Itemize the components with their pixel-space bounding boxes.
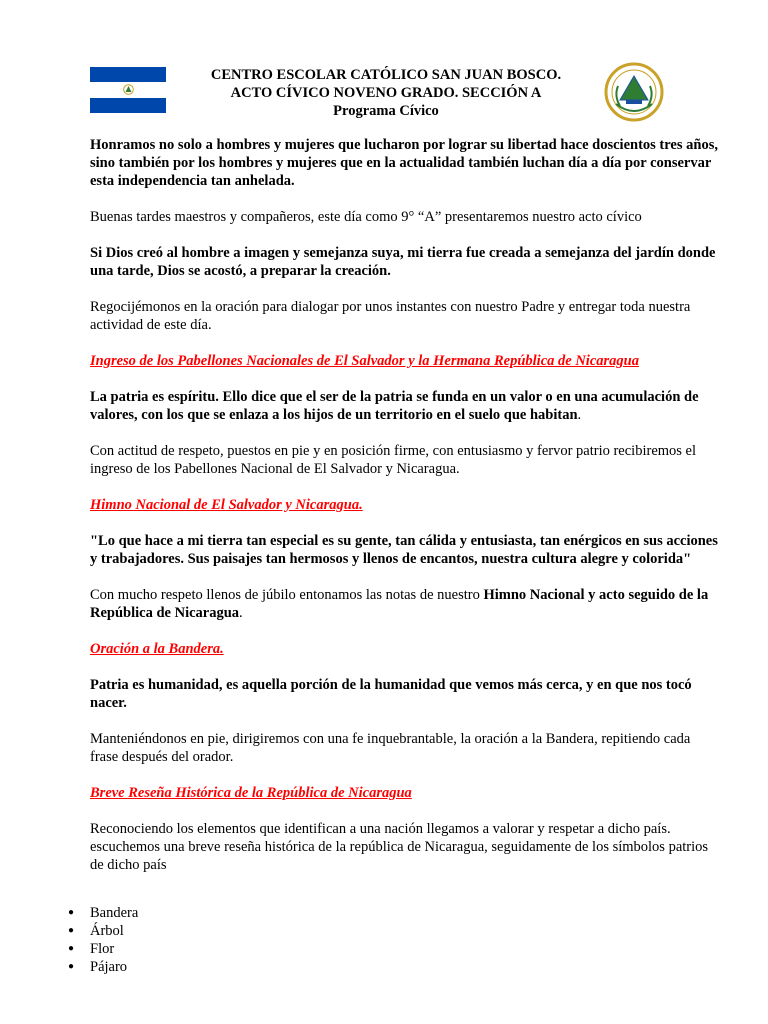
paragraph-8-start: Con mucho respeto llenos de júbilo entonamos las notas de nuestro (90, 587, 484, 603)
list-item: ● Flor (68, 940, 138, 958)
el-salvador-coat-of-arms-icon (604, 62, 664, 122)
paragraph-10: Manteniéndonos en pie, dirigiremos con una fe inquebrantable, la oración a la Bandera, repitiendo cada frase después del orador. (90, 731, 691, 765)
paragraph-9: Patria es humanidad, es aquella porción de la humanidad que vemos más cerca, y en que nos tocó nacer. (90, 677, 692, 711)
flag-emblem-icon (123, 84, 134, 95)
paragraph-2: Buenas tardes maestros y compañeros, este día como 9° “A” presentaremos nuestro acto cívico (90, 209, 642, 225)
list-item: ● Bandera (68, 904, 138, 922)
patriotic-symbols-list (68, 904, 138, 976)
paragraph-3: Si Dios creó al hombre a imagen y semejanza suya, mi tierra fue creada a semejanza del jardín donde una tarde, Dios se acostó, a preparar la creación. (90, 245, 716, 279)
paragraph-5-bold: La patria es espíritu. Ello dice que el ser de la patria se funda en un valor o en una acumulación de valores, con los que se enlaza a los hijos de un territorio en el suelo que habitan (90, 389, 699, 423)
paragraph-1: Honramos no solo a hombres y mujeres que lucharon por lograr su libertad hace doscientos tres años, sino también por los hombres y mujeres que en la actualidad también luchan día a día por conservar esta independencia tan anhelada. (90, 137, 718, 189)
paragraph-8-end: . (239, 605, 243, 621)
school-name: CENTRO ESCOLAR CATÓLICO SAN JUAN BOSCO. (210, 67, 562, 83)
paragraph-8-bold: Himno Nacional y acto seguido de la República de Nicaragua (90, 587, 709, 621)
program-title: Programa Cívico (333, 103, 439, 119)
el-salvador-flag-icon (90, 67, 166, 113)
section-title-himno: Himno Nacional de El Salvador y Nicaragua. (90, 497, 363, 513)
paragraph-7: "Lo que hace a mi tierra tan especial es su gente, tan cálida y entusiasta, tan enérgicos en sus acciones y trabajadores. Sus paisajes tan hermosos y llenos de encantos, nuestra cultura alegre y colorida" (90, 533, 718, 567)
paragraph-4: Regocijémonos en la oración para dialogar por unos instantes con nuestro Padre y entregar toda nuestra actividad de este día. (90, 299, 691, 333)
section-title-resena: Breve Reseña Histórica de la República de Nicaragua (90, 785, 412, 801)
event-title: ACTO CÍVICO NOVENO GRADO. SECCIÓN A (230, 85, 542, 101)
document-header (170, 66, 602, 120)
document-body (90, 136, 720, 874)
paragraph-5-end: . (577, 407, 582, 423)
paragraph-8 (90, 586, 720, 622)
paragraph-11: Reconociendo los elementos que identifican a una nación llegamos a valorar y respetar a dicho país. escuchemos una breve reseña histórica de la república de Nicaragua, seguidamente de los símbolos patrios de dicho país (90, 821, 709, 873)
list-item: ● Árbol (68, 922, 138, 940)
section-title-oracion: Oración a la Bandera. (90, 641, 224, 657)
paragraph-6: Con actitud de respeto, puestos en pie y en posición firme, con entusiasmo y fervor patrio recibiremos el ingreso de los Pabellones Nacional de El Salvador y Nicaragua. (90, 443, 697, 477)
section-title-pabellones: Ingreso de los Pabellones Nacionales de El Salvador y la Hermana República de Nicaragua (90, 353, 639, 369)
paragraph-5 (90, 388, 720, 424)
list-item: ● Pájaro (68, 958, 138, 976)
